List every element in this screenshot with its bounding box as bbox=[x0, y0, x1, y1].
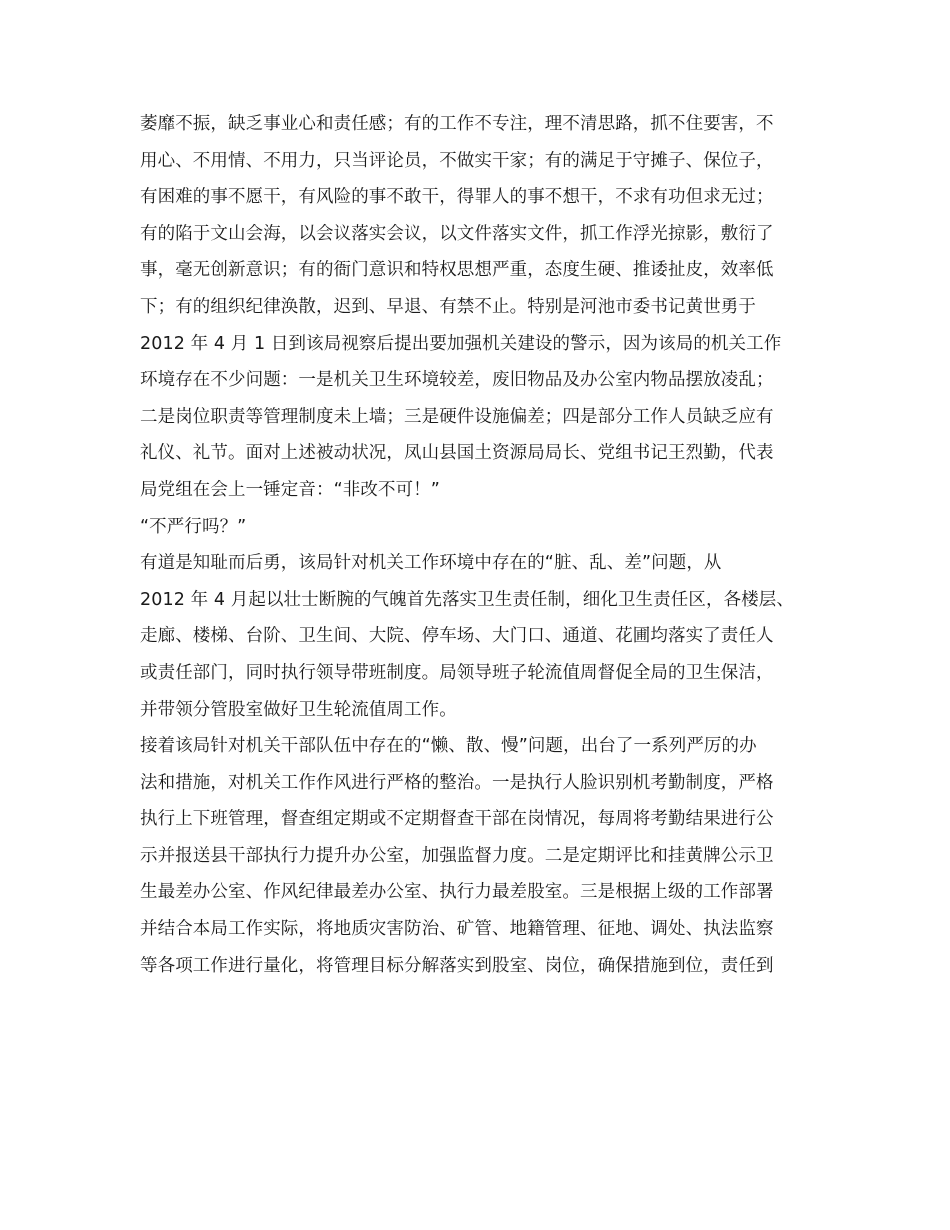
text-line: 2012 年 4 月起以壮士断腕的气魄首先落实卫生责任制，细化卫生责任区，各楼层、 bbox=[140, 589, 794, 610]
text-line: 并结合本局工作实际，将地质灾害防治、矿管、地籍管理、征地、调处、执法监察 bbox=[140, 919, 774, 940]
text-line: 局党组在会上一锤定音：“非改不可！” bbox=[140, 479, 440, 500]
text-line: 萎靡不振，缺乏事业心和责任感；有的工作不专注，理不清思路，抓不住要害，不 bbox=[140, 114, 774, 134]
text-line: 有道是知耻而后勇，该局针对机关工作环境中存在的“脏、乱、差”问题，从 bbox=[140, 553, 722, 574]
text-line: 或责任部门，同时执行领导带班制度。局领导班子轮流值周督促全局的卫生保洁， bbox=[140, 662, 774, 683]
text-line: 有困难的事不愿干，有风险的事不敢干，得罪人的事不想干，不求有功但求无过； bbox=[140, 187, 774, 208]
text-line: 环境存在不少问题：一是机关卫生环境较差，废旧物品及办公室内物品摆放凌乱； bbox=[140, 370, 774, 391]
text-line: 2012 年 4 月 1 日到该局视察后提出要加强机关建设的警示，因为该局的机关工作 bbox=[140, 333, 782, 354]
text-line: 等各项工作进行量化，将管理目标分解落实到股室、岗位，确保措施到位，责任到 bbox=[140, 955, 774, 976]
text-line: 有的陷于文山会海，以会议落实会议，以文件落实文件，抓工作浮光掠影，敷衍了 bbox=[140, 223, 774, 244]
text-line: 接着该局针对机关干部队伍中存在的“懒、散、慢”问题，出台了一系列严厉的办 bbox=[140, 736, 757, 757]
text-line: 事，毫无创新意识；有的衙门意识和特权思想严重，态度生硬、推诿扯皮，效率低 bbox=[140, 260, 774, 281]
text-line: 示并报送县干部执行力提升办公室，加强监督力度。二是定期评比和挂黄牌公示卫 bbox=[140, 845, 774, 866]
text-line: 执行上下班管理，督查组定期或不定期督查干部在岗情况，每周将考勤结果进行公 bbox=[140, 809, 774, 830]
text-line: 二是岗位职责等管理制度未上墙；三是硬件设施偏差；四是部分工作人员缺乏应有 bbox=[140, 406, 774, 427]
text-line: 并带领分管股室做好卫生轮流值周工作。 bbox=[140, 699, 457, 720]
quote-line: “不严行吗？” bbox=[140, 516, 247, 537]
text-line: 用心、不用情、不用力，只当评论员，不做实干家；有的满足于守摊子、保位子， bbox=[140, 150, 774, 171]
text-line: 法和措施，对机关工作作风进行严格的整治。一是执行人脸识别机考勤制度，严格 bbox=[140, 772, 774, 793]
text-line: 下；有的组织纪律涣散，迟到、早退、有禁不止。特别是河池市委书记黄世勇于 bbox=[140, 296, 756, 317]
document-body bbox=[140, 106, 830, 984]
text-line: 走廊、楼梯、台阶、卫生间、大院、停车场、大门口、通道、花圃均落实了责任人 bbox=[140, 626, 774, 647]
text-line: 礼仪、礼节。面对上述被动状况，凤山县国土资源局局长、党组书记王烈勤，代表 bbox=[140, 443, 774, 464]
text-line: 生最差办公室、作风纪律最差办公室、执行力最差股室。三是根据上级的工作部署 bbox=[140, 882, 774, 903]
